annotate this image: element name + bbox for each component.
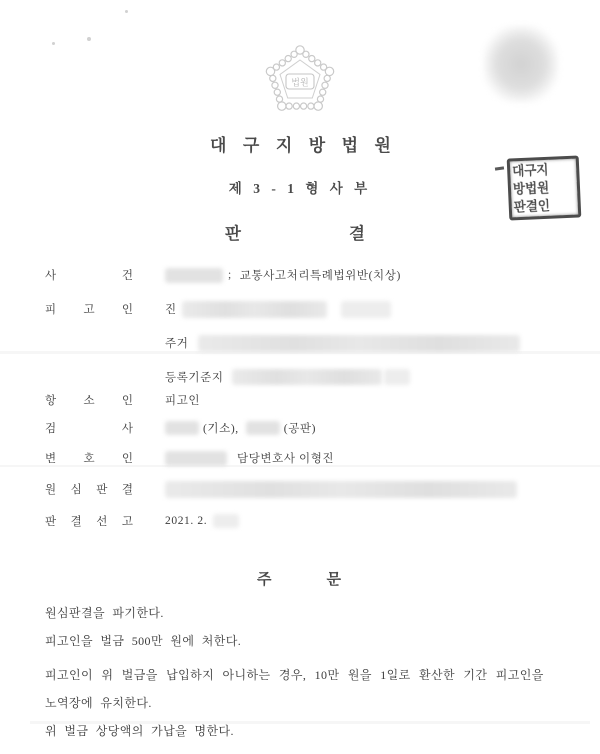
- field-label: 변 호 인: [45, 453, 133, 465]
- field-row-lower-judgment: [0, 479, 600, 499]
- field-row-residence: [0, 333, 600, 353]
- redaction-blur: [165, 421, 199, 435]
- field-row-appellant: [0, 390, 600, 410]
- redaction-blur: [198, 335, 520, 352]
- order-line: 노역장에 유치한다.: [45, 696, 152, 710]
- field-row-sentencing-date: [0, 511, 600, 531]
- order-line: 원심판결을 파기한다.: [45, 606, 164, 620]
- redaction-blur: [165, 481, 517, 498]
- pen-mark: [495, 166, 504, 170]
- redaction-blur: [182, 301, 327, 318]
- field-value: 진: [165, 304, 177, 316]
- field-label: 등록기준지: [165, 372, 224, 384]
- seal-text-row: 방법원: [512, 180, 550, 197]
- field-row-defendant: [0, 299, 600, 319]
- field-label: 검 사: [45, 423, 133, 435]
- field-label: 피 고 인: [45, 304, 133, 316]
- field-value: 피고인: [165, 395, 201, 407]
- seal-text-row: 대구지: [511, 162, 549, 179]
- scan-speck: [52, 42, 55, 45]
- emblem-label: 법원: [291, 77, 309, 88]
- field-label: 원 심 판 결: [45, 484, 133, 496]
- field-row-counsel: [0, 448, 600, 468]
- separator-mark: ;: [228, 269, 232, 281]
- order-line: 위 벌금 상당액의 가납을 명한다.: [45, 724, 234, 738]
- field-value: 교통사고처리특례법위반(치상): [239, 270, 401, 282]
- redaction-blur: [246, 421, 280, 435]
- order-line: 피고인이 위 벌금을 납입하지 아니하는 경우, 10만 원을 1일로 환산한 기간 피고인을: [45, 668, 544, 682]
- division-name: 제 3 - 1 형 사 부: [228, 181, 372, 196]
- redaction-blur: [213, 514, 239, 528]
- field-label: 주거: [165, 338, 189, 350]
- field-value: (기소),: [203, 423, 239, 435]
- redaction-blur: [341, 301, 391, 318]
- redaction-blur: [165, 451, 227, 466]
- court-name: 대 구 지 방 법 원: [210, 136, 391, 155]
- redaction-blur: [165, 268, 223, 283]
- field-label: 항 소 인: [45, 395, 133, 407]
- field-label: 판 결 선 고: [45, 516, 133, 528]
- field-row-registry: [0, 367, 600, 387]
- seal-text-row: 판결인: [513, 198, 551, 215]
- court-emblem-icon: [258, 44, 342, 120]
- redaction-blur: [384, 369, 410, 385]
- scan-speck: [125, 10, 128, 13]
- field-label: 사 건: [45, 270, 133, 282]
- field-value: (공판): [283, 423, 317, 435]
- order-heading: 주 문: [257, 572, 341, 588]
- redaction-blob: [484, 26, 558, 102]
- order-line: 피고인을 벌금 500만 원에 처한다.: [45, 634, 242, 648]
- field-row-prosecutor: [0, 418, 600, 438]
- field-value: 2021. 2.: [165, 515, 208, 527]
- field-row-case: [0, 265, 600, 285]
- scan-speck: [87, 37, 91, 41]
- document-title: 판 결: [225, 224, 365, 243]
- field-value: 담당변호사 이형진: [237, 453, 335, 465]
- redaction-blur: [232, 369, 382, 385]
